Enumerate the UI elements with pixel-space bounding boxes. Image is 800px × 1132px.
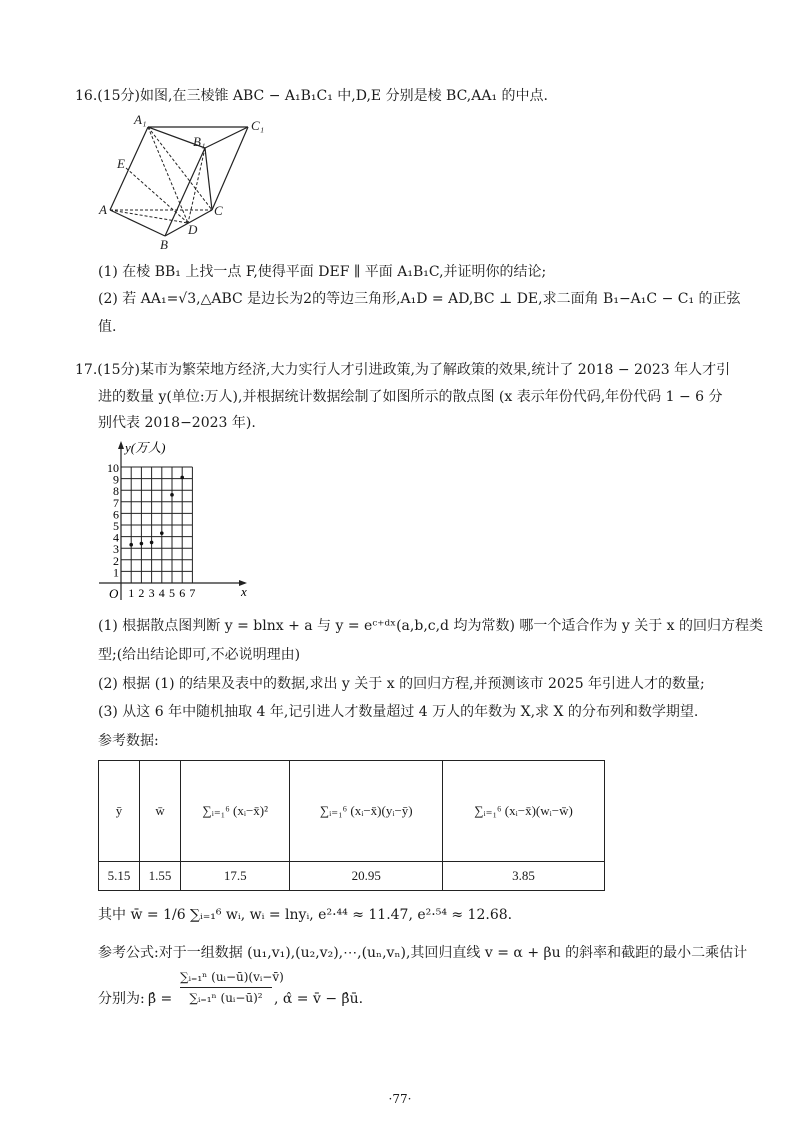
label-C1: C₁ bbox=[251, 118, 265, 133]
data-point bbox=[180, 476, 184, 480]
y-tick-label: 3 bbox=[113, 542, 119, 557]
y-tick-label: 10 bbox=[107, 461, 119, 475]
x-tick-label: 3 bbox=[148, 586, 155, 600]
y-tick-label: 5 bbox=[113, 519, 119, 533]
x-tick-label: 7 bbox=[189, 586, 196, 600]
y-tick-label: 6 bbox=[113, 507, 119, 522]
origin-label: O bbox=[109, 586, 119, 601]
value-sum-xw: 3.85 bbox=[443, 862, 605, 891]
alpha-hat: , α̂ = v̄ − β̂ū. bbox=[274, 991, 364, 1007]
label-A1: A₁ bbox=[134, 112, 147, 127]
y-tick-label: 7 bbox=[113, 495, 119, 510]
reference-data-table bbox=[98, 760, 605, 891]
q17-stem-2: 进的数量 y(单位:万人),并根据统计数据绘制了如图所示的散点图 (x 表示年份代码,年份代码 1 − 6 分 bbox=[98, 389, 723, 405]
y-axis-label: y(万人) bbox=[125, 440, 166, 455]
q17-part2: (2) 根据 (1) 的结果及表中的数据,求出 y 关于 x 的回归方程,并预测该市 2025 年引进人才的数量; bbox=[98, 676, 705, 692]
x-tick-label: 2 bbox=[138, 586, 145, 600]
header-w-bar: w̄ bbox=[140, 761, 181, 862]
label-C: C bbox=[214, 203, 223, 218]
value-sum-xy: 20.95 bbox=[290, 862, 443, 891]
x-tick-label: 1 bbox=[128, 586, 135, 600]
header-y-bar: ȳ bbox=[99, 761, 140, 862]
label-B1: B₁ bbox=[193, 134, 206, 149]
label-A: A bbox=[99, 202, 107, 217]
q17-formula-intro: 参考公式:对于一组数据 (u₁,v₁),(u₂,v₂),⋯,(uₙ,vₙ),其回归直线 v = α + βu 的斜率和截距的最小二乘估计 bbox=[98, 945, 748, 961]
value-sum-xx: 17.5 bbox=[181, 862, 290, 891]
data-point bbox=[160, 531, 164, 535]
q16-part1: (1) 在棱 BB₁ 上找一点 F,使得平面 DEF ∥ 平面 A₁B₁C,并证明你的结论; bbox=[98, 264, 547, 280]
value-y-bar: 5.15 bbox=[99, 862, 140, 891]
label-E: E bbox=[117, 156, 125, 171]
beta-hat: β̂ = bbox=[148, 991, 173, 1007]
data-point bbox=[150, 541, 154, 545]
beta-numerator: ∑ᵢ₌₁ⁿ (uᵢ−ū)(vᵢ−v̄) bbox=[180, 970, 272, 988]
header-sum-xw: ∑ᵢ₌₁⁶ (xᵢ−x̄)(wᵢ−w̄) bbox=[443, 761, 605, 862]
y-tick-label: 2 bbox=[113, 553, 119, 568]
page-number: ·77· bbox=[388, 1092, 412, 1106]
q16-stem: 16.(15分)如图,在三棱锥 ABC − A₁B₁C₁ 中,D,E 分别是棱 BC,AA₁ 的中点. bbox=[75, 88, 548, 104]
q17-part1: (1) 根据散点图判断 y = blnx + a 与 y = eᶜ⁺ᵈˣ(a,b,c,d 均为常数) 哪一个适合作为 y 关于 x 的回归方程类 bbox=[98, 618, 763, 634]
beta-fraction bbox=[180, 970, 284, 1005]
y-tick-label: 9 bbox=[113, 472, 119, 487]
q16-part2: (2) 若 AA₁=√3,△ABC 是边长为2的等边三角形,A₁D = AD,BC ⊥ DE,求二面角 B₁−A₁C − C₁ 的正弦 bbox=[98, 291, 741, 307]
header-sum-xy: ∑ᵢ₌₁⁶ (xᵢ−x̄)(yᵢ−ȳ) bbox=[290, 761, 443, 862]
q16-part2-cont: 值. bbox=[98, 319, 117, 335]
data-point bbox=[170, 493, 174, 497]
scatter-chart bbox=[95, 438, 255, 608]
y-axis-arrow bbox=[118, 441, 124, 449]
y-tick-label: 8 bbox=[113, 484, 119, 499]
x-tick-label: 6 bbox=[179, 586, 186, 600]
x-tick-label: 4 bbox=[158, 586, 165, 600]
y-tick-label: 1 bbox=[113, 565, 119, 580]
q17-part1-cont: 型;(给出结论即可,不必说明理由) bbox=[98, 647, 301, 663]
label-D: D bbox=[188, 222, 198, 237]
q17-stem-1: 17.(15分)某市为繁荣地方经济,大力实行人才引进政策,为了解政策的效果,统计了 2018 − 2023 年人才引 bbox=[75, 362, 731, 378]
value-w-bar: 1.55 bbox=[140, 862, 181, 891]
data-point bbox=[129, 543, 133, 547]
header-sum-xx: ∑ᵢ₌₁⁶ (xᵢ−x̄)² bbox=[181, 761, 290, 862]
x-tick-label: 5 bbox=[169, 586, 175, 600]
y-tick-label: 4 bbox=[113, 530, 119, 545]
q17-stem-3: 别代表 2018−2023 年). bbox=[98, 415, 256, 431]
prism-figure bbox=[95, 110, 275, 250]
data-point bbox=[140, 542, 144, 546]
q17-note: 其中 w̄ = 1/6 ∑ᵢ₌₁⁶ wᵢ, wᵢ = lnyᵢ, e²·⁴⁴ ≈ 11.47, e²·⁵⁴ ≈ 12.68. bbox=[98, 907, 513, 923]
q17-formula-label: 分别为: bbox=[98, 991, 145, 1007]
beta-denominator: ∑ᵢ₌₁ⁿ (uᵢ−ū)² bbox=[189, 991, 263, 1005]
x-axis-label: x bbox=[241, 584, 247, 599]
q17-part3: (3) 从这 6 年中随机抽取 4 年,记引进人才数量超过 4 万人的年数为 X,求 X 的分布列和数学期望. bbox=[98, 704, 699, 720]
label-B: B bbox=[160, 237, 168, 250]
reference-data-label: 参考数据: bbox=[98, 733, 159, 749]
